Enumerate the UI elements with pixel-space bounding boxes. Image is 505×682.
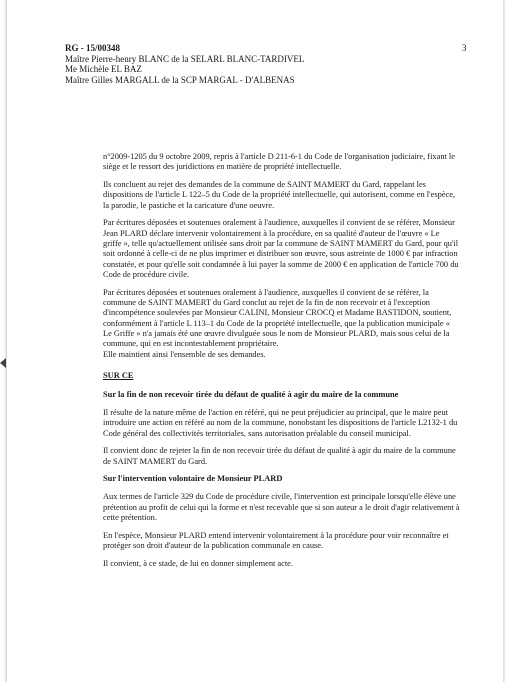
body-paragraph: Aux termes de l'article 329 du Code de procédure civile, l'intervention est principale lorsqu'elle élève une prétention au profit de celui qui la forme et n'est recevable que si son auteur a le droit d'agir relativement à cette prétention. — [103, 492, 460, 522]
body-paragraph: Ils concluent au rejet des demandes de la commune de SAINT MAMERT du Gard, rappelant les dispositions de l'article L 122–5 du Code de la propriété intellectuelle, qui autorisent, comme en l'espèce, la parodie, le pastiche et la caricature d'une oeuvre. — [103, 180, 456, 210]
body-paragraph: En l'espèce, Monsieur PLARD entend intervenir volontairement à la procédure pour voir reconnaître et protéger son droit d'auteur de la publication communale en cause. — [103, 530, 449, 550]
subsection-heading: Sur l'intervention volontaire de Monsieur PLARD — [103, 474, 283, 484]
document-header — [65, 43, 445, 85]
body-paragraph: n°2009-1205 du 9 octobre 2009, repris à l'article D 211-6-1 du Code de l'organisation judiciaire, fixant le siège et le ressort des juridictions en matière de propriété intellectuelle. — [103, 152, 455, 172]
case-reference: RG - 15/00348 — [65, 43, 120, 53]
body-paragraph: Il convient donc de rejeter la fin de non recevoir tirée du défaut de qualité à agir du maire de la commune de SAINT MAMERT du Gard. — [103, 446, 456, 466]
party-line: Maître Gilles MARGALL de la SCP MARGAL - D'ALBENAS — [65, 74, 295, 85]
document-body — [103, 152, 460, 577]
body-paragraph: Par écritures déposées et soutenues oralement à l'audience, auxquelles il convient de se référer, la commune de SAINT MAMERT du Gard conclut au rejet de la fin de non recevoir et à l'exception d'incompétence soulevées par Monsieur CALINI, Monsieur CROCQ et Madame BASTIDON, soutient, conformément à l'article L 113–1 du Code de la propriété intellectuelle, que la publication municipale « Le Griffe » n'a jamais été une œuvre divulguée sous le nom de Monsieur PLARD, mais sous celui de la commune, qui en est incontestablement propriétaire. — [103, 287, 452, 349]
body-paragraph: Il résulte de la nature même de l'action en référé, qui ne peut préjudicier au principal, que le maire peut introduire une action en référé au nom de la commune, nonobstant les dispositions de l'article L2132-1 du Code général des collectivités territoriales, sans autorisation préalable du conseil municipal. — [103, 407, 458, 438]
body-paragraph: Il convient, à ce stade, de lui en donner simplement acte. — [103, 558, 293, 568]
body-paragraph: Par écritures déposées et soutenues oralement à l'audience, auxquelles il convient de se référer, Monsieur Jean PLARD déclare intervenir volontairement à la procédure, en sa qualité d'auteur de l'œuvre « Le griffe », telle qu'actuellement utilisée sans droit par la commune de SAINT MAMERT du Gard, pour qu'il soit ordonné à celle-ci de ne plus imprimer et distribuer son œuvre, sous astreinte de 1000 € par infraction constatée, et pour qu'elle soit condamnée à lui payer la somme de 2000 € en application de l'article 700 du Code de procédure civile. — [103, 218, 459, 279]
party-line: Me Michèle EL BAZ — [65, 64, 142, 74]
party-line: Maître Pierre-henry BLANC de la SELARL BLANC-TARDIVEL — [65, 53, 305, 64]
section-title: SUR CE — [103, 370, 134, 380]
page-number: 3 — [462, 43, 467, 53]
subsection-heading: Sur la fin de non recevoir tirée du défaut de qualité à agir du maire de la commune — [103, 390, 399, 400]
body-paragraph: Elle maintient ainsi l'ensemble de ses demandes. — [103, 349, 266, 359]
